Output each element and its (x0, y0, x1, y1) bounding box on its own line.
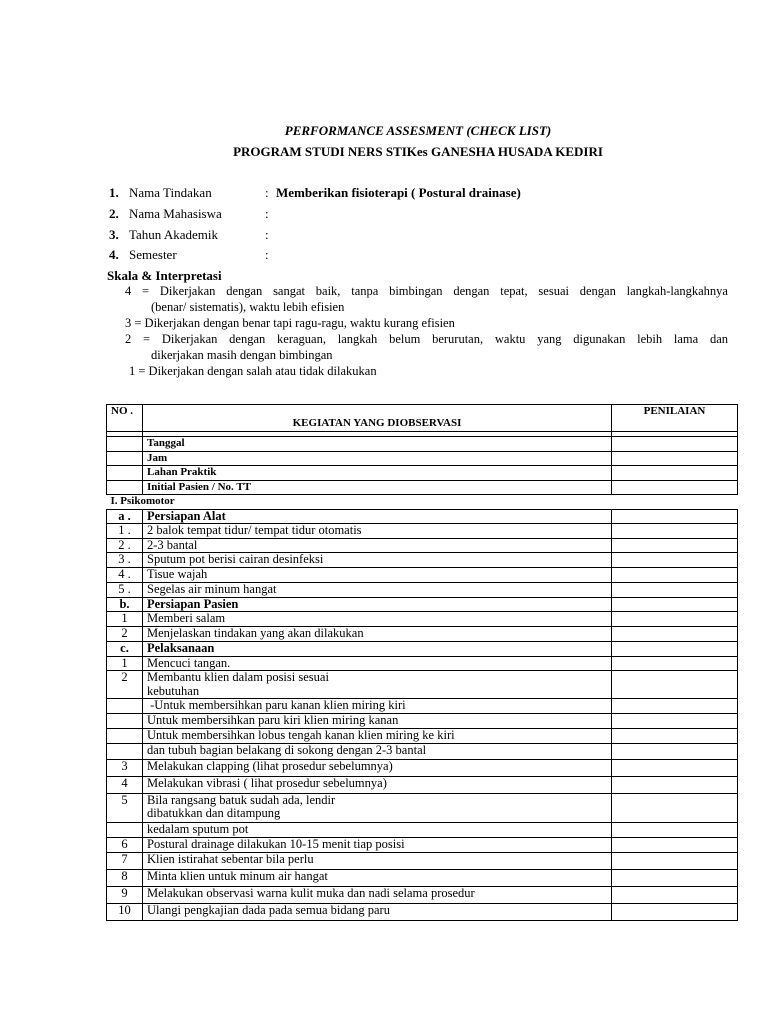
row-activity-text-cont: dibatukkan dan ditampung (147, 806, 281, 820)
row-number: 3 . (107, 553, 143, 568)
row-score-cell[interactable] (612, 612, 738, 627)
row-activity-text: Melakukan observasi warna kulit muka dan nadi selama prosedur (147, 886, 475, 900)
info-row-year (109, 227, 269, 243)
table-row (107, 869, 738, 886)
row-activity (143, 837, 612, 852)
row-activity (143, 641, 612, 656)
row-activity (143, 612, 612, 627)
row-number: 3 (107, 759, 143, 776)
row-number: 2 . (107, 538, 143, 553)
row-activity (143, 822, 612, 837)
row-score-cell[interactable] (612, 509, 738, 524)
row-score-cell[interactable] (612, 886, 738, 903)
row-score-cell[interactable] (612, 759, 738, 776)
meta-row (107, 466, 738, 481)
checklist-table (106, 404, 738, 921)
row-activity (143, 728, 612, 743)
table-row (107, 538, 738, 553)
row-activity (143, 626, 612, 641)
row-number: 4 (107, 776, 143, 793)
checklist-rows (107, 509, 738, 920)
row-activity (143, 671, 612, 699)
meta-row (107, 437, 738, 452)
info-separator: : (265, 247, 269, 262)
info-row-semester (109, 247, 269, 263)
table-row (107, 568, 738, 583)
table-row (107, 793, 738, 822)
table-row (107, 852, 738, 869)
section-row (107, 495, 738, 510)
row-activity-text: kedalam sputum pot (147, 822, 249, 836)
meta-row (107, 480, 738, 495)
row-score-cell[interactable] (612, 728, 738, 743)
meta-date-value[interactable] (612, 437, 738, 452)
table-row (107, 509, 738, 524)
row-score-cell[interactable] (612, 538, 738, 553)
row-activity-text: Persiapan Alat (147, 509, 226, 523)
row-score-cell[interactable] (612, 656, 738, 671)
row-score-cell[interactable] (612, 524, 738, 539)
row-activity-text: 2 balok tempat tidur/ tempat tidur otomatis (147, 523, 362, 537)
table-row (107, 743, 738, 759)
table-row (107, 524, 738, 539)
info-number: 1. (109, 185, 119, 200)
table-row (107, 837, 738, 852)
info-row-student (109, 206, 269, 222)
row-number: 2 (107, 626, 143, 641)
row-activity (143, 743, 612, 759)
row-score-cell[interactable] (612, 903, 738, 920)
row-number: 4 . (107, 568, 143, 583)
row-activity-text: Mencuci tangan. (147, 656, 231, 670)
scale-heading: Skala & Interpretasi (107, 268, 222, 283)
row-activity-text-cont: kebutuhan (147, 683, 200, 698)
row-score-cell[interactable] (612, 743, 738, 759)
row-number: c. (107, 641, 143, 656)
row-activity (143, 582, 612, 597)
scale-1: 1 = Dikerjakan dengan salah atau tidak dilakukan (129, 364, 377, 378)
table-row (107, 612, 738, 627)
row-activity-text: Segelas air minum hangat (147, 582, 277, 596)
row-activity-text: Untuk membersihkan lobus tengah kanan klien miring ke kiri (147, 728, 455, 742)
row-activity (143, 524, 612, 539)
meta-time-label: Jam (143, 451, 612, 466)
table-header-row (107, 405, 738, 432)
row-number: b. (107, 597, 143, 612)
row-activity (143, 886, 612, 903)
row-number: 6 (107, 837, 143, 852)
row-activity (143, 597, 612, 612)
row-number (107, 714, 143, 729)
row-activity-text: Tisue wajah (147, 567, 208, 581)
row-score-cell[interactable] (612, 582, 738, 597)
table-row (107, 553, 738, 568)
table-row (107, 626, 738, 641)
row-score-cell[interactable] (612, 822, 738, 837)
table-row (107, 822, 738, 837)
meta-time-value[interactable] (612, 451, 738, 466)
table-row (107, 656, 738, 671)
table-row (107, 903, 738, 920)
table-row (107, 714, 738, 729)
row-number: 8 (107, 869, 143, 886)
table-row (107, 582, 738, 597)
row-activity (143, 852, 612, 869)
row-activity-text: Sputum pot berisi cairan desinfeksi (147, 552, 324, 566)
table-row (107, 728, 738, 743)
scale-4-line1: 4 = Dikerjakan dengan sangat baik, tanpa bimbingan dengan tepat, sesuai dengan langkah-langkahnya (125, 284, 728, 298)
row-activity-text: dan tubuh bagian belakang di sokong dengan 2-3 bantal (147, 743, 427, 757)
row-activity-text: Menjelaskan tindakan yang akan dilakukan (147, 626, 364, 640)
row-activity (143, 869, 612, 886)
row-activity (143, 568, 612, 583)
info-label: Nama Tindakan (129, 185, 212, 200)
row-score-cell[interactable] (612, 714, 738, 729)
row-activity (143, 903, 612, 920)
row-number: 9 (107, 886, 143, 903)
row-number: 5 . (107, 582, 143, 597)
info-separator: : (265, 185, 269, 200)
scale-4-line2: (benar/ sistematis), waktu lebih efisien (151, 300, 345, 314)
row-activity (143, 699, 612, 714)
document-subtitle: PROGRAM STUDI NERS STIKes GANESHA HUSADA KEDIRI (233, 144, 603, 159)
row-score-cell[interactable] (612, 626, 738, 641)
meta-patient-label: Initial Pasien / No. TT (143, 480, 612, 495)
row-number: 7 (107, 852, 143, 869)
row-activity-text: Ulangi pengkajian dada pada semua bidang paru (147, 903, 390, 917)
row-activity (143, 656, 612, 671)
header-score: PENILAIAN (612, 405, 738, 432)
row-activity (143, 714, 612, 729)
row-score-cell[interactable] (612, 837, 738, 852)
info-separator: : (265, 206, 269, 221)
meta-date-label: Tanggal (143, 437, 612, 452)
info-label: Tahun Akademik (129, 227, 218, 242)
row-number: 1 . (107, 524, 143, 539)
info-row-action (109, 185, 521, 201)
row-activity-text: Postural drainage dilakukan 10-15 menit tiap posisi (147, 837, 405, 851)
header-activity: KEGIATAN YANG DIOBSERVASI (143, 405, 612, 432)
table-row (107, 776, 738, 793)
row-score-cell[interactable] (612, 699, 738, 714)
row-number (107, 699, 143, 714)
row-score-cell[interactable] (612, 568, 738, 583)
row-number: 1 (107, 656, 143, 671)
table-row (107, 886, 738, 903)
table-row (107, 641, 738, 656)
row-activity-text: Memberi salam (147, 611, 226, 625)
row-activity (143, 553, 612, 568)
meta-site-label: Lahan Praktik (143, 466, 612, 481)
table-row (107, 597, 738, 612)
row-activity-text: Untuk membersihkan paru kiri klien miring kanan (147, 713, 399, 727)
row-activity-text: 2-3 bantal (147, 538, 198, 552)
row-activity-text: Melakukan clapping (lihat prosedur sebelumnya) (147, 759, 393, 773)
row-activity-text: Persiapan Pasien (147, 597, 239, 611)
row-number: 2 (107, 671, 143, 699)
row-activity (143, 776, 612, 793)
row-activity-text: Melakukan vibrasi ( lihat prosedur sebelumnya) (147, 776, 387, 790)
row-activity-text: Klien istirahat sebentar bila perlu (147, 852, 314, 866)
meta-row (107, 451, 738, 466)
info-label: Semester (129, 247, 177, 262)
info-separator: : (265, 227, 269, 242)
row-number: 5 (107, 793, 143, 822)
row-score-cell[interactable] (612, 776, 738, 793)
row-score-cell[interactable] (612, 641, 738, 656)
row-number: 10 (107, 903, 143, 920)
row-score-cell[interactable] (612, 597, 738, 612)
row-number (107, 728, 143, 743)
info-number: 2. (109, 206, 119, 221)
row-activity (143, 759, 612, 776)
row-number (107, 822, 143, 837)
row-score-cell[interactable] (612, 852, 738, 869)
table-row (107, 699, 738, 714)
table-row (107, 671, 738, 699)
scale-2-line2: dikerjakan masih dengan bimbingan (151, 348, 333, 362)
scale-2-line1: 2 = Dikerjakan dengan keraguan, langkah belum berurutan, waktu yang digunakan lebih lama dan (125, 332, 728, 346)
info-number: 4. (109, 247, 119, 262)
row-activity-text: Pelaksanaan (147, 641, 215, 655)
row-activity (143, 509, 612, 524)
row-number (107, 743, 143, 759)
row-score-cell[interactable] (612, 793, 738, 822)
document-title: PERFORMANCE ASSESMENT (CHECK LIST) (284, 123, 552, 138)
meta-site-value[interactable] (612, 466, 738, 481)
table-row (107, 759, 738, 776)
row-activity-text: Minta klien untuk minum air hangat (147, 869, 328, 883)
row-score-cell[interactable] (612, 671, 738, 699)
row-activity-text: -Untuk membersihkan paru kanan klien miring kiri (147, 698, 406, 712)
row-activity (143, 793, 612, 822)
scale-3: 3 = Dikerjakan dengan benar tapi ragu-ragu, waktu kurang efisien (125, 316, 455, 330)
info-label: Nama Mahasiswa (129, 206, 222, 221)
section-psikomotor: I. Psikomotor (107, 495, 738, 510)
row-number: a . (107, 509, 143, 524)
info-number: 3. (109, 227, 119, 242)
row-activity-text: Bila rangsang batuk sudah ada, lendir (147, 793, 336, 807)
info-value: Memberikan fisioterapi ( Postural drainase) (276, 185, 521, 200)
row-score-cell[interactable] (612, 869, 738, 886)
meta-patient-value[interactable] (612, 480, 738, 495)
header-no: NO . (107, 405, 143, 432)
row-activity (143, 538, 612, 553)
row-number: 1 (107, 612, 143, 627)
row-activity-text: Membantu klien dalam posisi sesuai (147, 670, 329, 684)
row-score-cell[interactable] (612, 553, 738, 568)
